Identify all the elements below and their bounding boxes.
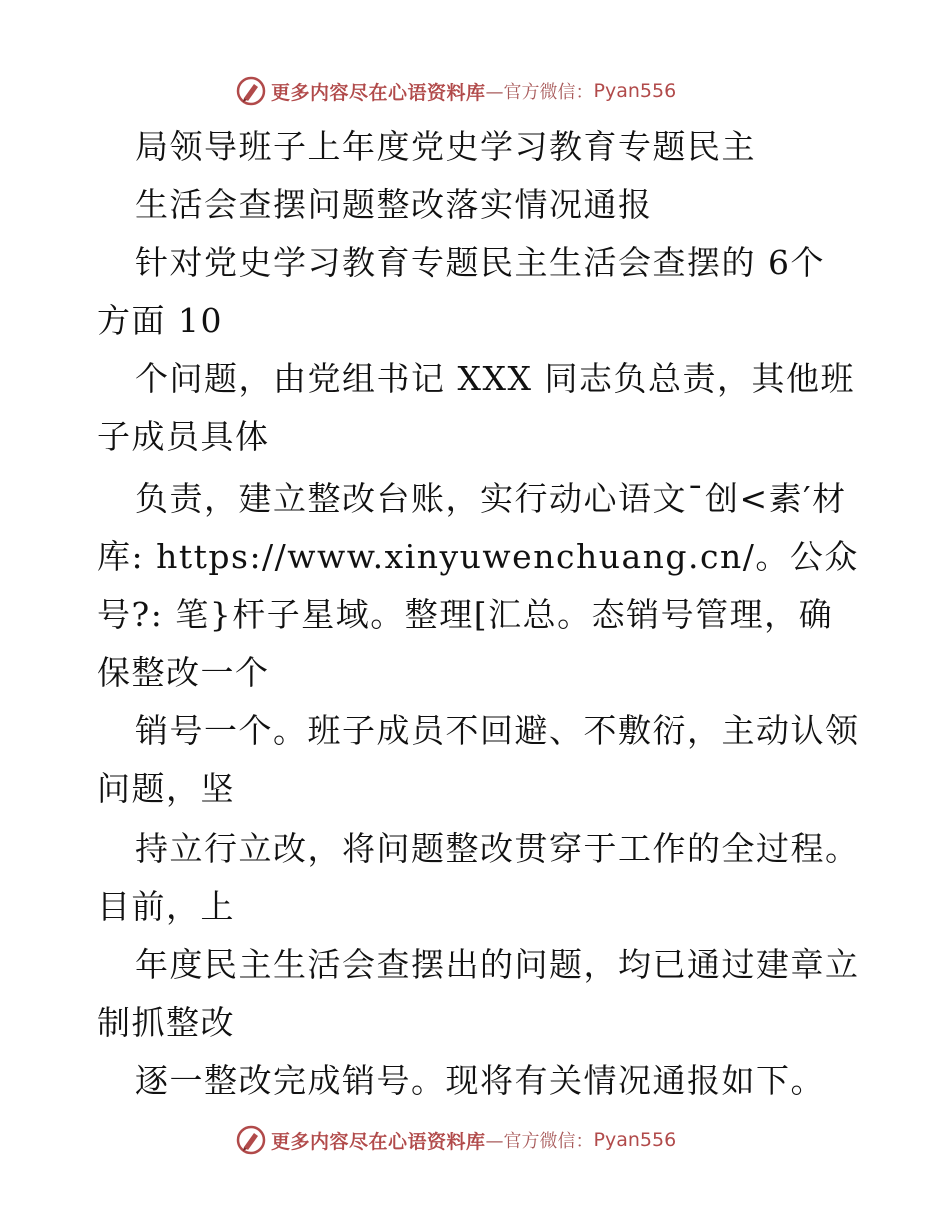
banner-main-text: 更多内容尽在心语资料库 (271, 1130, 486, 1153)
pen-circle-logo (235, 75, 267, 107)
body-line: 保整改一个 (97, 653, 270, 692)
body-line: 针对党史学习教育专题民主生活会查摆的 6个 (135, 243, 825, 282)
body-line: 方面 10 (97, 301, 223, 340)
banner-sub-text: —官方微信： (485, 1131, 594, 1152)
body-line: 目前，上 (97, 887, 235, 926)
body-line: 子成员具体 (97, 417, 270, 456)
body-line: 负责，建立整改台账，实行动心语文¯创<素′材 (135, 479, 847, 518)
body-line: 销号一个。班子成员不回避、不敷衍，主动认领 (135, 711, 860, 750)
body-line: 制抓整改 (97, 1003, 235, 1042)
footer-watermark-banner (235, 1123, 676, 1157)
body-line: 个问题，由党组书记 XXX 同志负总责，其他班 (135, 359, 855, 398)
body-line: 年度民主生活会查摆出的问题，均已通过建章立 (135, 945, 860, 984)
banner-sub-text: —官方微信： (485, 82, 594, 103)
header-watermark-banner (235, 74, 676, 108)
document-title-line-1: 局领导班子上年度党史学习教育专题民主 (135, 127, 756, 166)
pen-circle-logo (235, 1124, 267, 1156)
document-title-line-2: 生活会查摆问题整改落实情况通报 (135, 185, 653, 224)
body-line: 问题，坚 (97, 769, 235, 808)
body-line: 持立行立改，将问题整改贯穿于工作的全过程。 (135, 829, 860, 868)
body-line: 号?: 笔}杆子星域。整理[汇总。态销号管理，确 (97, 595, 834, 634)
banner-main-text: 更多内容尽在心语资料库 (271, 81, 486, 104)
banner-wechat-id: Pyan556 (593, 80, 677, 102)
body-line: 库: https://www.xinyuwenchuang.cn/。公众 (97, 537, 859, 576)
banner-wechat-id: Pyan556 (593, 1129, 677, 1151)
body-line: 逐一整改完成销号。现将有关情况通报如下。 (135, 1061, 825, 1100)
